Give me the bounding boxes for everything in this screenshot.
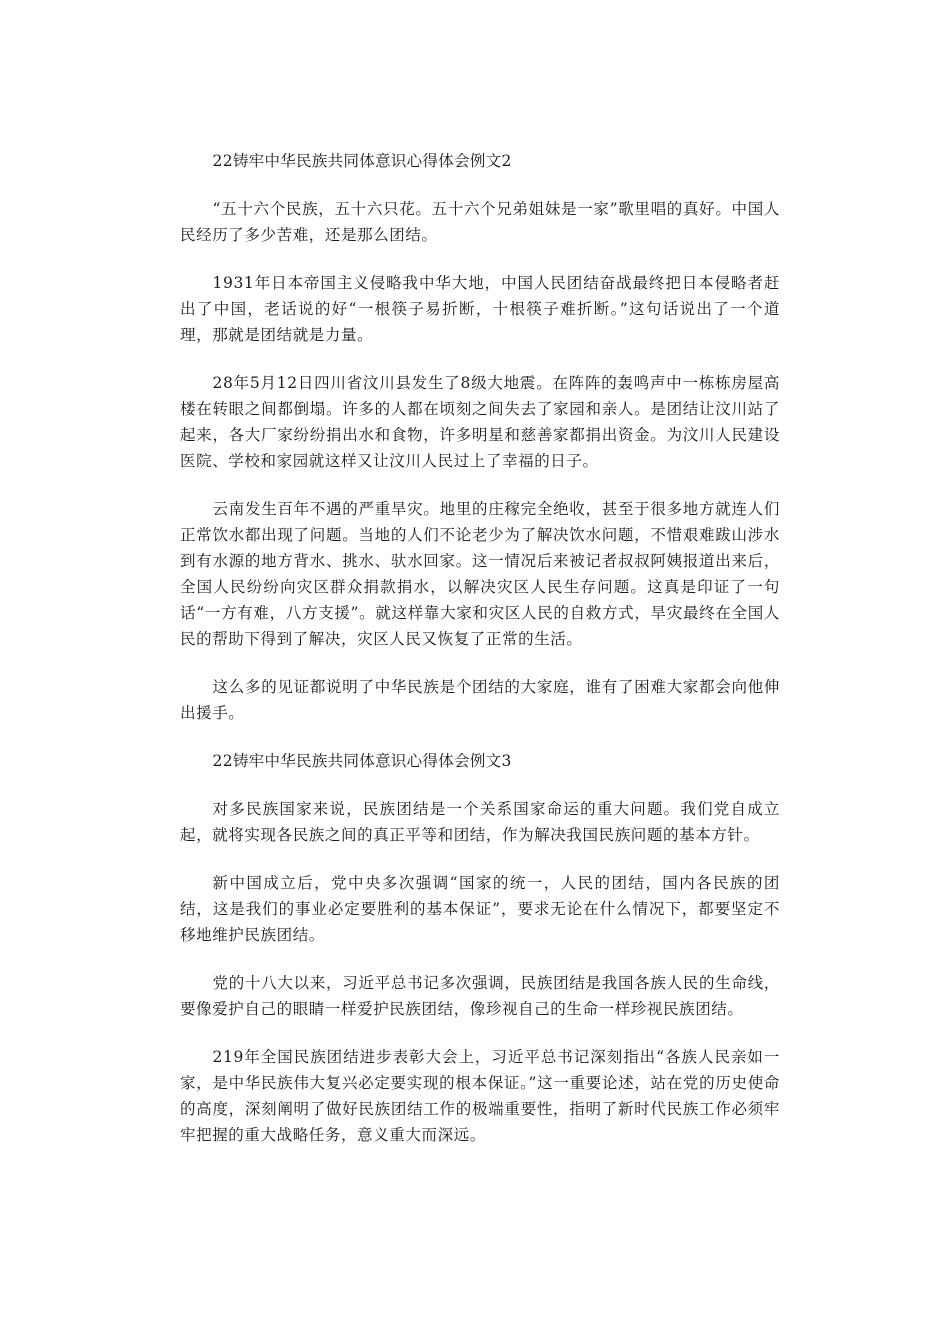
paragraph-wenchuan-earthquake: 28年5月12日四川省汶川县发生了8级大地震。在阵阵的轰鸣声中一栋栋房屋高楼在转眼之间都倒塌。许多的人都在顷刻之间失去了家园和亲人。是团结让汶川站了起来，各大厂家纷纷捐出水和食物，许多明星和慈善家都捐出资金。为汶川人民建设医院、学校和家园就这样又让汶川人民过上了幸福的日子。 — [180, 374, 780, 470]
paragraph-1931-resistance: 1931年日本帝国主义侵略我中华大地，中国人民团结奋战最终把日本侵略者赶出了中国，老话说的好“一根筷子易折断，十根筷子难折断。”这句话说出了一个道理，那就是团结就是力量。 — [180, 274, 780, 344]
paragraph-song-unity: “五十六个民族，五十六只花。五十六个兄弟姐妹是一家”歌里唱的真好。中国人民经历了多少苦难，还是那么团结。 — [180, 200, 780, 244]
paragraph-conclusion-family: 这么多的见证都说明了中华民族是个团结的大家庭，谁有了困难大家都会向他伸出援手。 — [180, 678, 780, 722]
section-heading-example-2: 22铸牢中华民族共同体意识心得体会例文2 — [212, 152, 512, 170]
paragraph-new-china: 新中国成立后，党中央多次强调“国家的统一，人民的团结，国内各民族的团结，这是我们的事业必定要胜利的基本保证”，要求无论在什么情况下，都要坚定不移地维护民族团结。 — [180, 874, 780, 944]
paragraph-national-unity-issue: 对多民族国家来说，民族团结是一个关系国家命运的重大问题。我们党自成立起，就将实现各民族之间的真正平等和团结，作为解决我国民族问题的基本方针。 — [180, 800, 780, 844]
document-body — [180, 148, 780, 1170]
section-heading-example-3: 22铸牢中华民族共同体意识心得体会例文3 — [212, 752, 512, 770]
paragraph-eighteenth-congress: 党的十八大以来，习近平总书记多次强调，民族团结是我国各族人民的生命线，要像爱护自己的眼睛一样爱护民族团结，像珍视自己的生命一样珍视民族团结。 — [180, 974, 780, 1018]
paragraph-commendation-conference: 219年全国民族团结进步表彰大会上，习近平总书记深刻指出“各族人民亲如一家，是中华民族伟大复兴必定要实现的根本保证。”这一重要论述，站在党的历史使命的高度，深刻阐明了做好民族团结工作的极端重要性，指明了新时代民族工作必须牢牢把握的重大战略任务，意义重大而深远。 — [180, 1048, 780, 1144]
paragraph-yunnan-drought: 云南发生百年不遇的严重旱灾。地里的庄稼完全绝收，甚至于很多地方就连人们正常饮水都出现了问题。当地的人们不论老少为了解决饮水问题，不惜艰难跋山涉水到有水源的地方背水、挑水、驮水回家。这一情况后来被记者叔叔阿姨报道出来后，全国人民纷纷向灾区群众捐款捐水，以解决灾区人民生存问题。这真是印证了一句话“一方有难，八方支援”。就这样靠大家和灾区人民的自救方式，旱灾最终在全国人民的帮助下得到了解决，灾区人民又恢复了正常的生活。 — [180, 500, 780, 648]
